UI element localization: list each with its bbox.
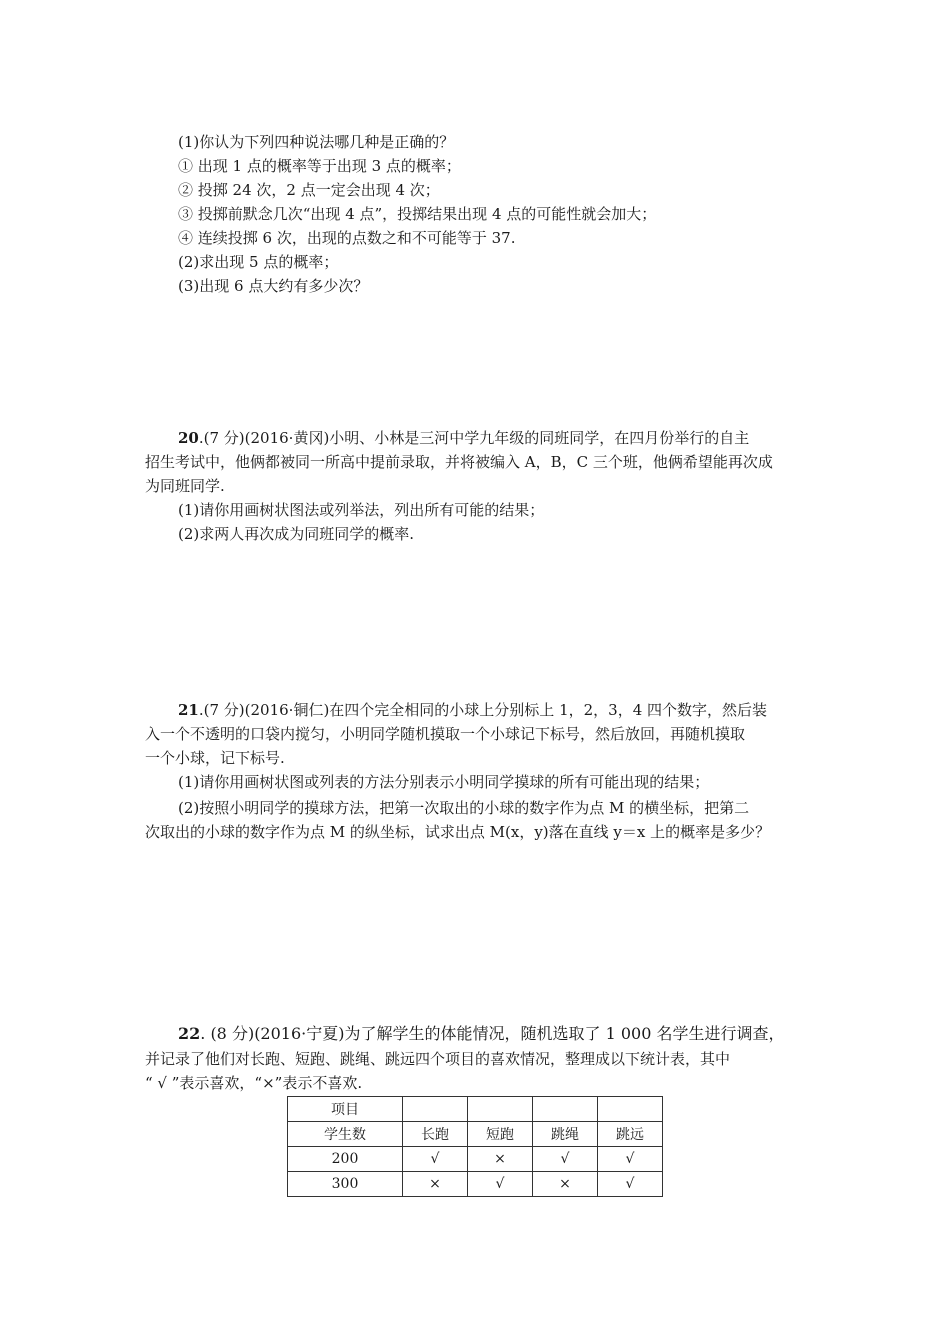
q20-heading-text: .(7 分)(2016·黄冈)小明、小林是三河中学九年级的同班同学，在四月份举行的自主 (198, 429, 750, 447)
table-empty-cell (533, 1097, 598, 1122)
table-header-sprint: 短跑 (468, 1122, 533, 1147)
table-empty-cell (468, 1097, 533, 1122)
table-header-long-run: 长跑 (403, 1122, 468, 1147)
table-header-students: 学生数 (288, 1122, 403, 1147)
table-cell: √ (403, 1147, 468, 1172)
q19-statement-4: ④ 连续投掷 6 次，出现的点数之和不可能等于 37. (178, 229, 516, 247)
q20-line-3: 为同班同学. (145, 477, 225, 495)
survey-table (287, 1096, 663, 1197)
table-cell: √ (598, 1172, 663, 1197)
q19-part2: (2)求出现 5 点的概率； (178, 253, 339, 271)
table-cell: × (533, 1172, 598, 1197)
q20-heading (178, 426, 749, 450)
q20-line-2: 招生考试中，他俩都被同一所高中提前录取，并将被编入 A，B，C 三个班，他俩希望能再次成 (145, 453, 773, 471)
table-cell: 300 (288, 1172, 403, 1197)
q22-line-2: 并记录了他们对长跑、短跑、跳绳、跳远四个项目的喜欢情况，整理成以下统计表，其中 (145, 1050, 731, 1068)
table-empty-cell (403, 1097, 468, 1122)
table-cell: × (403, 1172, 468, 1197)
q22-heading-text: . (8 分)(2016·宁夏)为了解学生的体能情况，随机选取了 1 000 名学生进行调查， (200, 1024, 785, 1043)
table-empty-cell (598, 1097, 663, 1122)
table-header-row-2 (288, 1122, 663, 1147)
q22-heading (178, 1022, 784, 1046)
q19-statement-3: ③ 投掷前默念几次“出现 4 点”，投掷结果出现 4 点的可能性就会加大； (178, 205, 657, 223)
q21-number: 21 (178, 701, 199, 719)
table-cell: √ (533, 1147, 598, 1172)
q20-number: 20 (178, 429, 199, 447)
q21-line-3: 一个小球，记下标号. (145, 749, 285, 767)
q19-statement-2: ② 投掷 24 次，2 点一定会出现 4 次； (178, 181, 440, 199)
q20-part2: (2)求两人再次成为同班同学的概率. (178, 525, 415, 543)
table-header-long-jump: 跳远 (598, 1122, 663, 1147)
q21-part1: (1)请你用画树状图或列表的方法分别表示小明同学摸球的所有可能出现的结果； (178, 773, 710, 791)
q21-part2-line2: 次取出的小球的数字作为点 M 的纵坐标，试求出点 M(x，y)落在直线 y＝x 上的概率是多少？ (145, 823, 771, 841)
table-cell: √ (468, 1172, 533, 1197)
q19-part3: (3)出现 6 点大约有多少次？ (178, 277, 369, 295)
q21-line-2: 入一个不透明的口袋内搅匀，小明同学随机摸取一个小球记下标号，然后放回，再随机摸取 (145, 725, 746, 743)
table-cell: × (468, 1147, 533, 1172)
table-header-row-1 (288, 1097, 663, 1122)
table-header-item: 项目 (288, 1097, 403, 1122)
q20-part1: (1)请你用画树状图法或列举法，列出所有可能的结果； (178, 501, 545, 519)
table-header-rope-skip: 跳绳 (533, 1122, 598, 1147)
table-cell: 200 (288, 1147, 403, 1172)
q21-heading-text: .(7 分)(2016·铜仁)在四个完全相同的小球上分别标上 1，2，3，4 四个数字，然后装 (198, 701, 768, 719)
table-cell: √ (598, 1147, 663, 1172)
q22-line-3: “ √ ”表示喜欢，“×”表示不喜欢. (145, 1074, 363, 1092)
q19-statement-1: ① 出现 1 点的概率等于出现 3 点的概率； (178, 157, 461, 175)
q21-part2-line1: (2)按照小明同学的摸球方法，把第一次取出的小球的数字作为点 M 的横坐标，把第二 (178, 799, 750, 817)
q21-heading (178, 698, 767, 722)
q22-number: 22 (178, 1024, 201, 1043)
q19-part1: (1)你认为下列四种说法哪几种是正确的？ (178, 133, 455, 151)
table-row (288, 1172, 663, 1197)
table-row (288, 1147, 663, 1172)
